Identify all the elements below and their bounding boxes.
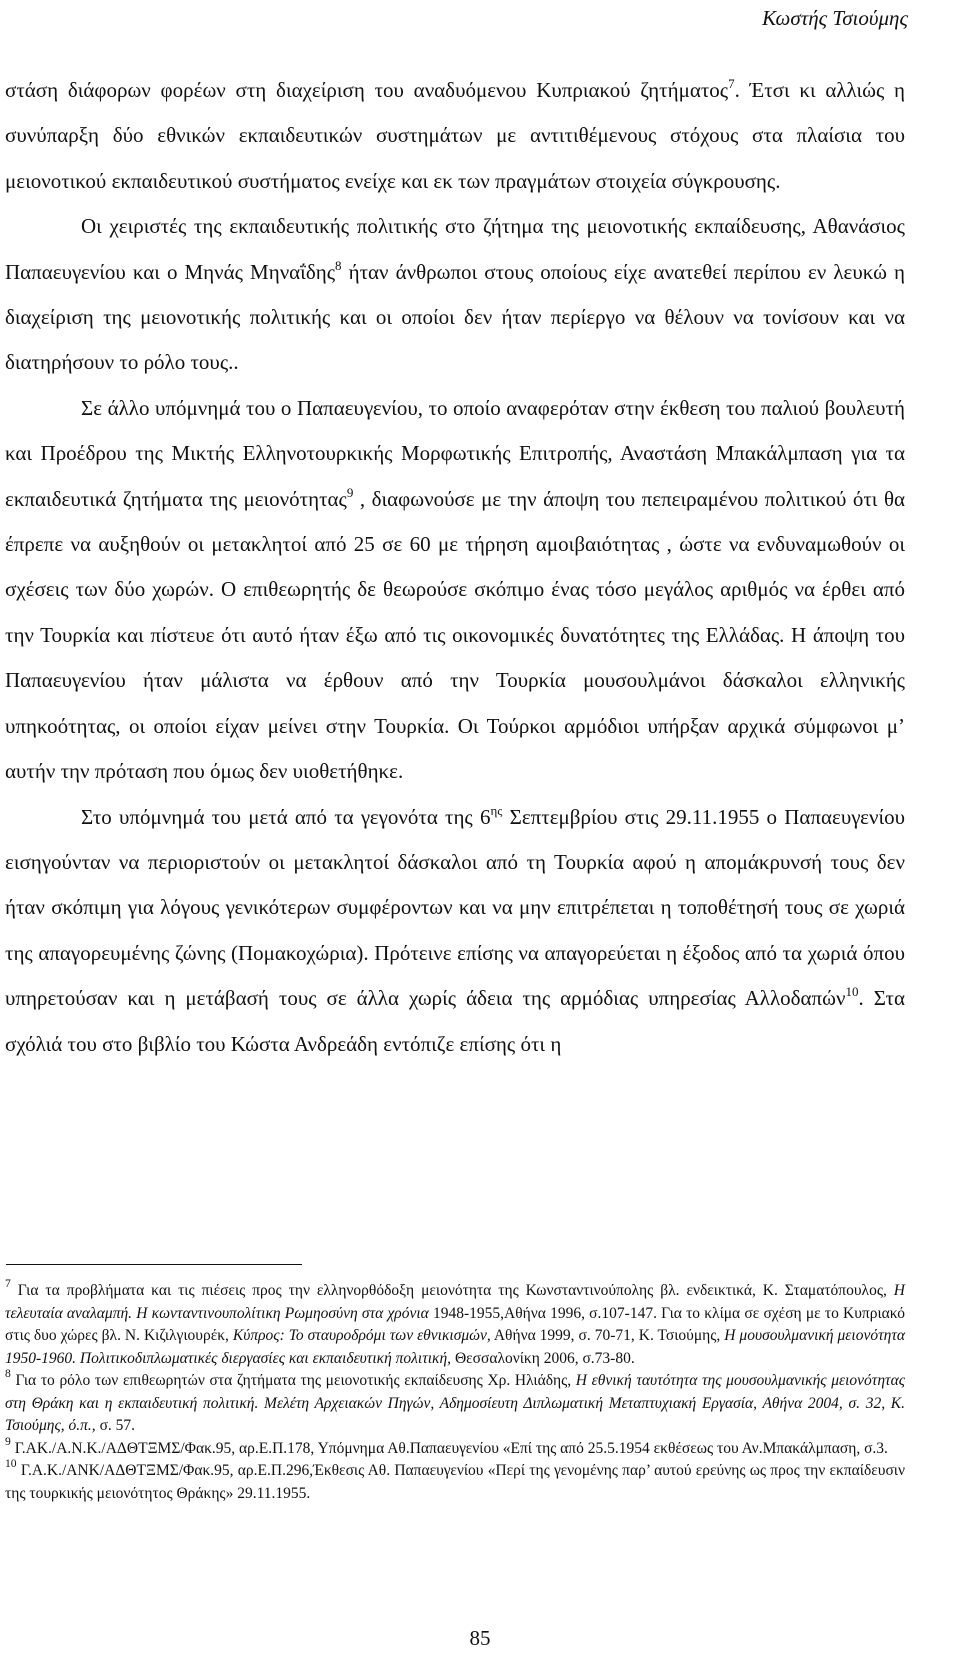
- footnote-italic-title: Κύπρος: Το σταυροδρόμι των εθνικισμών,: [232, 1327, 491, 1344]
- footnote-text: σ. 57.: [95, 1417, 136, 1434]
- footnote-text: Γ.ΑΚ./Α.Ν.Κ./ΑΔΘΤΞΜΣ/Φακ.95, αρ.Ε.Π.178, Υπόμνημα Αθ.Παπαευγενίου «Επί της από 25.5.1954 εκθέσεως του Αν.Μπακάλμπαση, σ.3.: [10, 1439, 888, 1457]
- paragraph-4-text-b: Σεπτεμβρίου στις 29.11.1955 ο Παπαευγενίου εισηγούνταν να περιοριστούν οι μετακλητοί δάσκαλοι από τη Τουρκία αφού η απομάκρυνσή τους δεν ήταν σκόπιμη για λόγους γενικότερων συμφέροντων και να μην επιτρέπεται η τοποθέτησή τους σε χωριά της απαγορευμένης ζώνης (Πομακοχώρια). Πρότεινε επίσης να απαγορεύεται η έξοδος από τα χωριά όπου υπηρετούσαν και η μετάβασή τους σε άλλα χωρίς άδεια της αρμόδιας υπηρεσίας Αλλοδαπών: [5, 804, 905, 1011]
- footnote-number: 7: [5, 1276, 11, 1290]
- footnote-number: 9: [5, 1434, 11, 1448]
- footnote-text: 1948-1955,Αθήνα 1996, σ.107-147. Για το κλίμα σε σχέση με το Κυπριακό στις δυο χώρες βλ. Ν. Κιζιλγιουρέκ,: [5, 1304, 905, 1344]
- footnote-text: Αθήνα 1999, σ. 70-71, Κ. Τσιούμης,: [490, 1327, 725, 1344]
- ordinal-suffix: ης: [490, 802, 503, 818]
- footnote-number: 8: [5, 1366, 11, 1380]
- footnote-7: [5, 1276, 906, 1370]
- paragraph-3-text-b: , διαφωνούσε με την άποψη του πεπειραμένου πολιτικού ότι θα έπρεπε να αυξηθούν οι μετακλητοί από 25 σε 60 με τήρηση αμοιβαιότητας , ώστε να ενδυναμωθούν οι σχέσεις των δύο χωρών. Ο επιθεωρητής δε θεωρούσε σκόπιμο ένας τόσο μεγάλος αριθμός να έρθει από την Τουρκία και πίστευε ότι αυτό ήταν έξω από τις οικονομικές δυνατότητες της Ελλάδας. Η άποψη του Παπαευγενίου ήταν μάλιστα να έρθουν από την Τουρκία μουσουλμάνοι δάσκαλοι ελληνικής υπηκοότητας, οι οποίοι είχαν μείνει στην Τουρκία. Οι Τούρκοι αρμόδιοι υπήρξαν αρχικά σύμφωνοι μ’ αυτήν την πρόταση που όμως δεν υιοθετήθηκε.: [5, 486, 906, 784]
- footnotes: [5, 1276, 906, 1505]
- footnote-ref-9[interactable]: 9: [346, 484, 354, 500]
- footnote-italic-title: Η τελευταία αναλαμπή. Η κωνταντινουπολίτικη Ρωμηοσύνη στα χρόνια: [5, 1282, 905, 1322]
- paragraph-1-text-b: . Έτσι κι αλλιώς η συνύπαρξη δύο εθνικών εκπαιδευτικών συστημάτων με αντιτιθέμενους στόχους στα πλαίσια του μειονοτικού εκπαιδευτικού συστήματος ενείχε και εκ των πραγμάτων στοιχεία σύγκρουσης.: [5, 78, 906, 193]
- paragraph-2-text-b: ήταν άνθρωποι στους οποίους είχε ανατεθεί περίπου εν λευκώ η διαχείριση της μειονοτικής πολιτικής και οι οποίοι δεν ήταν περίεργο να θέλουν να τονίσουν και να διατηρήσουν το ρόλο τους..: [5, 259, 905, 375]
- footnote-italic-title: Η εθνική ταυτότητα της μουσουλμανικής μειονότητας στη Θράκη και η εκπαιδευτική πολιτική. Μελέτη Αρχειακών Πηγών, Αδημοσίευτη Διπλωματική Μεταπτυχιακή Εργασία, Αθήνα 2004, σ. 32, Κ. Τσιούμης, ό.π.,: [5, 1372, 905, 1434]
- paragraph-3-text-a: Σε άλλο υπόμνημά του ο Παπαευγενίου, το οποίο αναφερόταν στην έκθεση του παλιού βουλευτή και Προέδρου της Μικτής Ελληνοτουρκικής Μορφωτικής Επιτροπής, Αναστάση Μπακάλμπαση για τα εκπαιδευτικά ζητήματα της μειονότητας: [5, 395, 905, 511]
- footnote-ref-7[interactable]: 7: [728, 75, 735, 91]
- paragraph-4-text-c: . Στα σχόλιά του στο βιβλίο του Κώστα Ανδρεάδη εντόπιζε επίσης ότι η: [5, 986, 905, 1056]
- footnote-ref-10[interactable]: 10: [845, 984, 859, 1000]
- paragraph-1: [5, 68, 905, 204]
- paragraph-4-text-a: Στο υπόμνημά του μετά από τα γεγονότα της 6: [81, 804, 491, 829]
- paragraph-3: [5, 386, 905, 795]
- footnote-10: [5, 1456, 905, 1505]
- footnote-separator: [6, 1264, 302, 1265]
- footnote-number: 10: [5, 1456, 17, 1470]
- footnote-text: Θεσσαλονίκη 2006, σ.73-80.: [451, 1349, 635, 1367]
- footnote-text: Για το ρόλο των επιθεωρητών στα ζητήματα της μειονοτικής εκπαίδευσης Χρ. Ηλιάδης,: [10, 1372, 576, 1389]
- footnote-italic-title: Η μουσουλμανική μειονότητα 1950-1960. Πολιτικοδιπλωματικές διεργασίες και εκπαιδευτική πολιτική,: [5, 1327, 906, 1367]
- page-number: 85: [469, 1626, 491, 1650]
- paragraph-2: [5, 204, 905, 386]
- footnote-9: [5, 1434, 905, 1461]
- footnote-8: [5, 1366, 905, 1438]
- paragraph-1-text-a: στάση διάφορων φορέων στη διαχείριση του αναδυόμενου Κυπριακού ζητήματος: [5, 78, 729, 102]
- footnote-text: Γ.Α.Κ./ΑΝΚ/ΑΔΘΤΞΜΣ/Φακ.95, αρ.Ε.Π.296,Έκθεσις Αθ. Παπαευγενίου «Περί της γενομένης παρ’ αυτού ερεύνης ως προς την εκπαίδευσιν της τουρκικής μειονότητος Θράκης» 29.11.1955.: [5, 1462, 905, 1502]
- footnote-ref-8[interactable]: 8: [335, 257, 342, 273]
- paragraph-4: [5, 795, 905, 1067]
- running-header-author: Κωστής Τσιούμης: [762, 6, 908, 30]
- paragraph-2-text-a: Οι χειριστές της εκπαιδευτικής πολιτικής στο ζήτημα της μειονοτικής εκπαίδευσης, Αθανάσιος Παπαευγενίου και ο Μηνάς Μηναΐδης: [5, 214, 905, 284]
- footnote-text: Για τα προβλήματα και τις πιέσεις προς την ελληνορθόδοξη μειονότητα της Κωνσταντινούπολης βλ. ενδεικτικά, Κ. Σταματόπουλος,: [10, 1282, 894, 1299]
- body-text: [5, 68, 905, 1067]
